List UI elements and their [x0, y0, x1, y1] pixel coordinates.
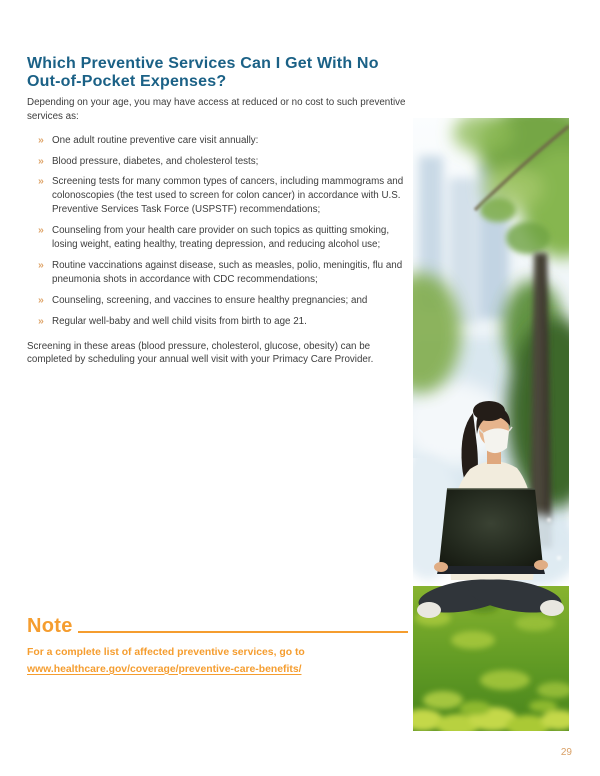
intro-paragraph: Depending on your age, you may have access at reduced or no cost to such preventive services as:: [27, 97, 406, 122]
note-title: Note: [27, 615, 73, 637]
list-item: [27, 175, 407, 217]
preventive-services-list: [27, 134, 407, 329]
main-text-column: [27, 55, 407, 367]
list-item: [27, 315, 407, 329]
park-photo-illustration: [413, 118, 569, 731]
bullet-icon: »: [38, 293, 44, 306]
list-item: [27, 259, 407, 287]
list-item-text: One adult routine preventive care visit annually:: [52, 134, 259, 146]
note-divider-line: [78, 631, 408, 634]
bullet-icon: »: [38, 224, 44, 237]
note-body: [27, 645, 408, 678]
bullet-icon: »: [38, 314, 44, 327]
bullet-icon: »: [38, 258, 44, 271]
list-item-text: Counseling, screening, and vaccines to ensure healthy pregnancies; and: [52, 294, 368, 306]
closing-paragraph: Screening in these areas (blood pressure, cholesterol, glucose, obesity) can be completed by scheduling your annual well visit with your Primacy Care Provider.: [27, 340, 374, 366]
list-item: [27, 155, 407, 169]
list-item-text: Regular well-baby and well child visits from birth to age 21.: [52, 315, 307, 327]
note-header: [27, 616, 408, 636]
bullet-icon: »: [38, 175, 44, 188]
healthcare-gov-link[interactable]: www.healthcare.gov/coverage/preventive-care-benefits/: [27, 663, 302, 675]
page-title: Which Preventive Services Can I Get With No Out-of-Pocket Expenses?: [27, 55, 379, 90]
note-text: For a complete list of affected preventive services, go to: [27, 647, 305, 658]
list-item-text: Blood pressure, diabetes, and cholesterol tests;: [52, 155, 259, 167]
list-item-text: Routine vaccinations against disease, such as measles, polio, meningitis, flu and pneumonia shots in accordance with CDC recommendations;: [52, 259, 403, 285]
note-section: [27, 616, 408, 678]
list-item: [27, 224, 407, 252]
bullet-icon: »: [38, 133, 44, 146]
bullet-icon: »: [38, 154, 44, 167]
park-photo: [413, 118, 569, 731]
list-item: [27, 294, 407, 308]
list-item-text: Screening tests for many common types of cancers, including mammograms and colonoscopies (the test used to screen for colon cancer) in accordance with U.S. Preventive Services Task Force (USPSTF) recommendations;: [52, 176, 404, 216]
page-number: 29: [560, 747, 572, 758]
list-item: [27, 134, 407, 148]
list-item-text: Counseling from your health care provider on such topics as quitting smoking, losing weight, eating healthy, treating depression, and reducing alcohol use;: [52, 225, 390, 251]
